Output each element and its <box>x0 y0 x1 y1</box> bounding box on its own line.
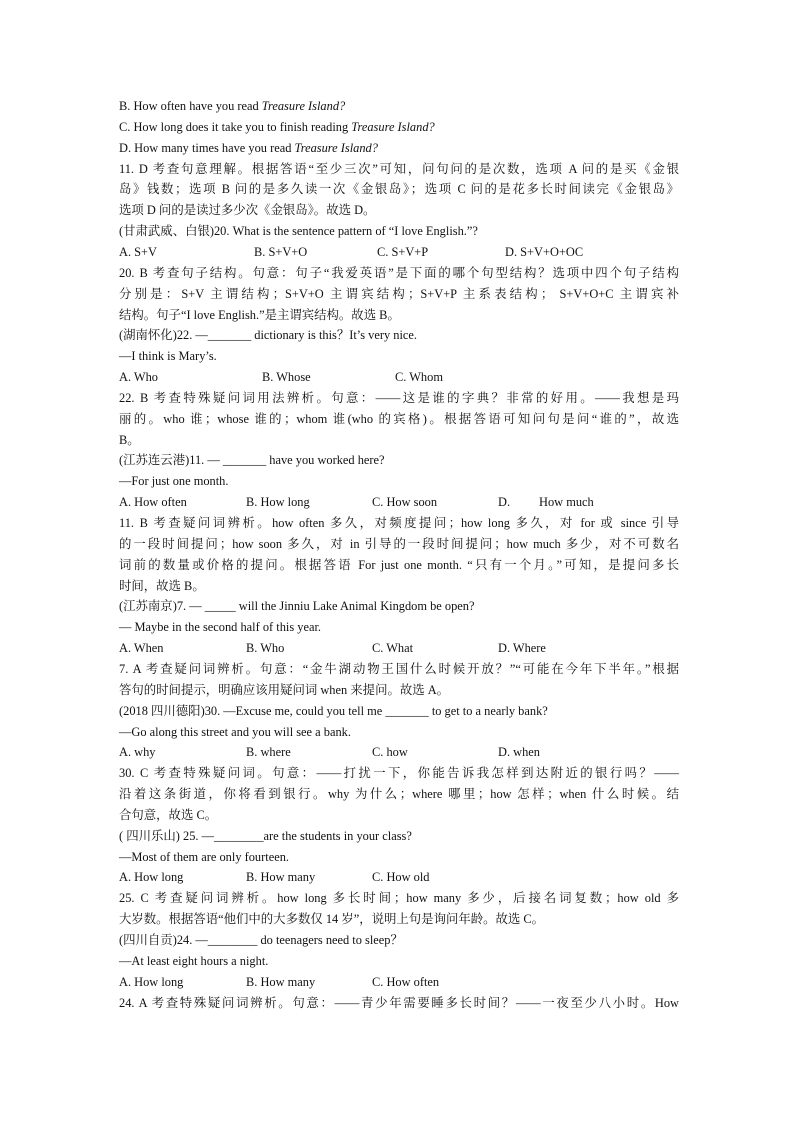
line-text: 合句意，故选 C。 <box>119 807 218 822</box>
line-text: (江苏连云港)11. — _______ have you worked here? <box>119 453 385 468</box>
text-line <box>119 890 679 906</box>
line-text: 时间，故选 B。 <box>119 578 205 593</box>
option-row <box>119 869 679 885</box>
text-line <box>119 390 679 406</box>
line-text: 11. B 考查疑问词辨析。how often 多久，对频度提问；how long 多久，对 for 或 since 引导 <box>119 516 679 530</box>
line-text: (四川自贡)24. —________ do teenagers need to sleep？ <box>119 933 403 947</box>
text-line <box>119 578 679 594</box>
answer-option: D. <box>498 495 511 510</box>
text-line <box>119 140 679 156</box>
line-text: 22. B 考查特殊疑问词用法辨析。句意：——这是谁的字典？非常的好用。——我想是玛 <box>119 390 679 405</box>
line-text: C. How long does it take you to finish reading <box>119 119 352 134</box>
text-line <box>119 161 679 177</box>
answer-option: A. S+V <box>119 244 157 259</box>
line-text: —Most of them are only fourteen. <box>119 849 289 864</box>
text-line <box>119 807 679 823</box>
text-line <box>119 265 679 281</box>
line-text: —At least eight hours a night. <box>119 953 269 968</box>
option-row <box>119 974 679 990</box>
text-line <box>119 619 679 635</box>
line-text: 25. C 考查疑问词辨析。how long 多长时间；how many 多少，后接名词复数；how old 多 <box>119 891 679 906</box>
line-text: 答句的时间提示，明确应该用疑问词 when 来提问。故选 A。 <box>119 682 450 697</box>
answer-option: C. How old <box>372 870 430 885</box>
book-title: Treasure Island? <box>294 140 378 155</box>
answer-option: B. How many <box>246 870 316 885</box>
line-text: 词前的数量或价格的提问。根据答语 For just one month. “只有一个月。”可知，是提问多长 <box>119 557 679 572</box>
text-line <box>119 327 679 343</box>
answer-option: B. where <box>246 745 291 760</box>
text-line <box>119 536 679 552</box>
text-line <box>119 557 679 573</box>
line-text: B。 <box>119 432 140 447</box>
line-text: D. How many times have you read <box>119 140 295 155</box>
line-text: 的一段时间提问；how soon 多久，对 in 引导的一段时间提问；how much 多少，对不可数名 <box>119 536 679 551</box>
line-text: B. How often have you read <box>119 99 262 113</box>
answer-option: C. How often <box>372 974 440 989</box>
line-text: —For just one month. <box>119 474 229 489</box>
text-line <box>119 995 679 1011</box>
answer-option: B. S+V+O <box>254 244 308 259</box>
answer-option: B. How long <box>246 495 310 510</box>
line-text: ( 四川乐山) 25. —________are the students in your class? <box>119 828 412 843</box>
line-text: 岛》钱数；选项 B 问的是多久读一次《金银岛》；选项 C 问的是花多长时间读完《金银岛》 <box>119 182 679 197</box>
text-line <box>119 181 679 197</box>
line-text: 11. D 考查句意理解。根据答语“至少三次”可知，问句问的是次数，选项 A 问的是买《金银 <box>119 161 679 176</box>
line-text: (甘肃武威、白银)20. What is the sentence pattern of “I love English.”? <box>119 224 478 239</box>
option-row <box>119 369 679 385</box>
line-text: 分别是：S+V 主谓结构；S+V+O 主谓宾结构；S+V+P 主系表结构； S+V+O+C 主谓宾补 <box>119 286 679 301</box>
answer-option: How much <box>539 495 594 510</box>
line-text: 沿着这条街道，你将看到银行。why 为什么；where 哪里；how 怎样；when 什么时候。结 <box>119 787 679 802</box>
text-line <box>119 223 679 239</box>
answer-option: D. when <box>498 745 540 760</box>
book-title: Treasure Island? <box>351 119 435 134</box>
text-line <box>119 452 679 468</box>
text-line <box>119 307 679 323</box>
text-line <box>119 911 679 927</box>
line-text: 7. A 考查疑问词辨析。句意：“金牛湖动物王国什么时候开放？”“可能在今年下半年。”根据 <box>119 661 679 676</box>
answer-option: C. What <box>372 641 414 656</box>
line-text: —I think is Mary’s. <box>119 349 217 364</box>
answer-option: D. S+V+O+OC <box>505 244 584 259</box>
book-title: Treasure Island? <box>261 99 346 113</box>
text-line <box>119 411 679 427</box>
text-line <box>119 119 679 135</box>
text-line <box>119 98 679 114</box>
line-text: 大岁数。根据答语“他们中的大多数仅 14 岁”，说明上句是询问年龄。故选 C。 <box>119 912 545 927</box>
answer-option: B. Who <box>246 641 285 656</box>
line-text: 选项 D 问的是读过多少次《金银岛》。故选 D。 <box>119 203 376 218</box>
text-line <box>119 432 679 448</box>
line-text: —Go along this street and you will see a bank. <box>119 724 351 739</box>
answer-option: A. why <box>119 745 156 760</box>
text-line <box>119 202 679 218</box>
answer-option: A. Who <box>119 370 159 385</box>
line-text: (江苏南京)7. — _____ will the Jinniu Lake Animal Kingdom be open? <box>119 599 475 614</box>
line-text: (2018 四川德阳)30. —Excuse me, could you tell me _______ to get to a nearly bank? <box>119 703 548 718</box>
text-line <box>119 765 679 781</box>
option-row <box>119 744 679 760</box>
option-row <box>119 494 679 510</box>
text-line <box>119 932 679 948</box>
answer-option: C. How soon <box>372 495 438 510</box>
text-line <box>119 786 679 802</box>
text-line <box>119 515 679 531</box>
text-line <box>119 473 679 489</box>
answer-option: A. When <box>119 641 164 656</box>
text-line <box>119 661 679 677</box>
answer-option: A. How long <box>119 870 184 885</box>
answer-option: A. How long <box>119 974 184 989</box>
text-line <box>119 724 679 740</box>
line-text: 24. A 考查特殊疑问词辨析。句意：——青少年需要睡多长时间？——一夜至少八小时。How <box>119 995 679 1010</box>
text-line <box>119 953 679 969</box>
answer-option: A. How often <box>119 495 187 510</box>
answer-option: C. Whom <box>395 370 443 385</box>
line-text: 丽的。who 谁；whose 谁的；whom 谁(who 的宾格)。根据答语可知问句是问“谁的”，故选 <box>119 411 679 426</box>
line-text: — Maybe in the second half of this year. <box>119 620 321 635</box>
line-text: (湖南怀化)22. —_______ dictionary is this？It’s very nice. <box>119 328 418 343</box>
text-line <box>119 849 679 865</box>
answer-option: B. Whose <box>262 370 311 385</box>
answer-option: D. Where <box>498 641 546 656</box>
line-text: 20. B 考查句子结构。句意：句子“我爱英语”是下面的哪个句型结构？选项中四个句子结构 <box>119 265 679 280</box>
text-line <box>119 682 679 698</box>
answer-option: B. How many <box>246 974 316 989</box>
option-row <box>119 640 679 656</box>
text-line <box>119 703 679 719</box>
text-line <box>119 598 679 614</box>
text-line <box>119 348 679 364</box>
line-text: 30. C 考查特殊疑问词。句意：——打扰一下，你能告诉我怎样到达附近的银行吗？—— <box>119 766 679 781</box>
option-row <box>119 244 679 260</box>
answer-option: C. S+V+P <box>377 244 429 259</box>
text-line <box>119 286 679 302</box>
text-line <box>119 828 679 844</box>
line-text: 结构。句子“I love English.”是主谓宾结构。故选 B。 <box>119 307 400 322</box>
answer-option: C. how <box>372 745 408 760</box>
